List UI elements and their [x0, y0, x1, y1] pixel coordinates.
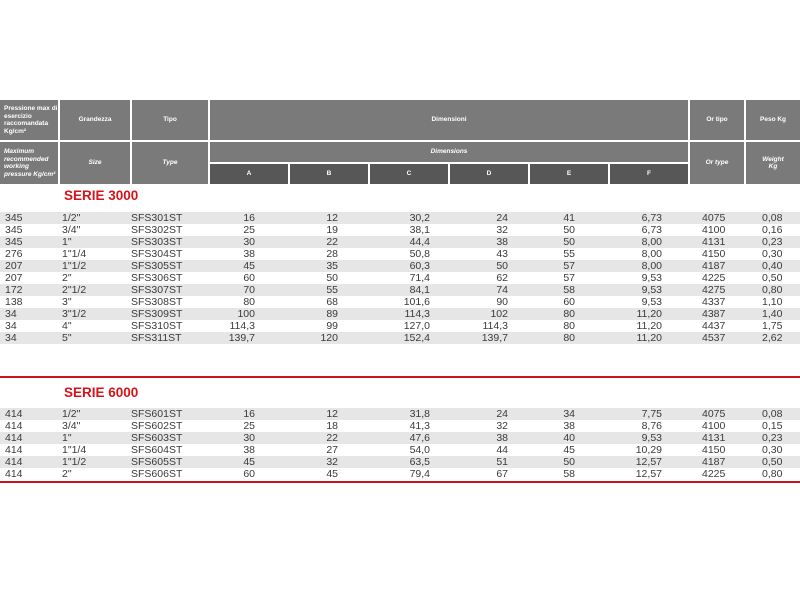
header-oring-en: Or type [690, 142, 744, 184]
cell-weight: 0,23 [762, 432, 783, 444]
cell-dim-e: 50 [563, 236, 575, 248]
cell-size: 3/4" [62, 420, 81, 432]
cell-dim-d: 51 [496, 456, 508, 468]
table-row [0, 272, 800, 284]
cell-size: 2" [62, 468, 72, 480]
cell-weight: 1,40 [762, 308, 783, 320]
cell-dim-c: 60,3 [409, 260, 430, 272]
cell-dim-b: 35 [326, 260, 338, 272]
cell-size: 5" [62, 332, 72, 344]
cell-dim-e: 50 [563, 224, 575, 236]
cell-oring: 4187 [702, 456, 726, 468]
cell-dim-f: 7,75 [641, 408, 662, 420]
cell-dim-b: 12 [326, 212, 338, 224]
table-row [0, 444, 800, 456]
table-row [0, 320, 800, 332]
cell-oring: 4131 [702, 432, 726, 444]
cell-oring: 4225 [702, 468, 726, 480]
series-title: SERIE 6000 [64, 385, 139, 400]
cell-type: SFS604ST [131, 444, 183, 456]
cell-size: 1/2" [62, 408, 81, 420]
cell-dim-f: 8,00 [641, 248, 662, 260]
cell-weight: 0,23 [762, 236, 783, 248]
cell-type: SFS305ST [131, 260, 183, 272]
cell-oring: 4075 [702, 212, 726, 224]
header-size-it: Grandezza [60, 100, 130, 140]
cell-pressure: 345 [5, 236, 23, 248]
cell-dim-c: 63,5 [409, 456, 430, 468]
cell-dim-f: 9,53 [641, 432, 662, 444]
cell-oring: 4100 [702, 420, 726, 432]
cell-size: 1"1/2 [62, 260, 87, 272]
cell-dim-c: 50,8 [409, 248, 430, 260]
cell-dim-b: 12 [326, 408, 338, 420]
cell-dim-b: 45 [326, 468, 338, 480]
cell-oring: 4100 [702, 224, 726, 236]
header-dim-e: E [530, 164, 608, 184]
cell-oring: 4275 [702, 284, 726, 296]
cell-dim-a: 80 [243, 296, 255, 308]
cell-dim-b: 50 [326, 272, 338, 284]
cell-dim-a: 16 [243, 408, 255, 420]
cell-dim-d: 43 [496, 248, 508, 260]
cell-dim-c: 71,4 [409, 272, 430, 284]
header-oring-it: Or tipo [690, 100, 744, 140]
cell-dim-d: 74 [496, 284, 508, 296]
cell-weight: 0,80 [762, 284, 783, 296]
cell-dim-c: 31,8 [409, 408, 430, 420]
cell-dim-c: 44,4 [409, 236, 430, 248]
cell-dim-f: 9,53 [641, 284, 662, 296]
header-pressure-en: Maximum recommended working pressure Kg/cm² [0, 142, 58, 184]
cell-dim-b: 68 [326, 296, 338, 308]
cell-dim-e: 60 [563, 296, 575, 308]
header-weight-it: Peso Kg [746, 100, 800, 140]
header-pressure-it: Pressione max di esercizio raccomandata Kg/cm² [0, 100, 58, 140]
cell-dim-f: 12,57 [635, 468, 662, 480]
cell-dim-b: 28 [326, 248, 338, 260]
cell-size: 3/4" [62, 224, 81, 236]
cell-dim-d: 32 [496, 224, 508, 236]
cell-size: 1" [62, 236, 72, 248]
cell-dim-b: 89 [326, 308, 338, 320]
cell-dim-e: 58 [563, 468, 575, 480]
cell-dim-d: 38 [496, 236, 508, 248]
cell-type: SFS306ST [131, 272, 183, 284]
cell-pressure: 414 [5, 456, 23, 468]
cell-dim-d: 32 [496, 420, 508, 432]
cell-pressure: 207 [5, 272, 23, 284]
cell-type: SFS606ST [131, 468, 183, 480]
table-row [0, 296, 800, 308]
cell-weight: 0,08 [762, 212, 783, 224]
cell-weight: 1,75 [762, 320, 783, 332]
cell-size: 2" [62, 272, 72, 284]
cell-dim-c: 47,6 [409, 432, 430, 444]
cell-dim-e: 45 [563, 444, 575, 456]
cell-dim-f: 9,53 [641, 272, 662, 284]
table-row [0, 236, 800, 248]
series-divider [0, 376, 800, 378]
cell-pressure: 34 [5, 332, 17, 344]
cell-dim-a: 25 [243, 420, 255, 432]
cell-pressure: 414 [5, 408, 23, 420]
table-row [0, 468, 800, 480]
cell-pressure: 34 [5, 320, 17, 332]
cell-dim-a: 60 [243, 272, 255, 284]
cell-dim-d: 102 [490, 308, 508, 320]
cell-dim-a: 38 [243, 248, 255, 260]
cell-dim-f: 6,73 [641, 212, 662, 224]
cell-dim-d: 114,3 [482, 320, 508, 332]
cell-dim-e: 34 [563, 408, 575, 420]
cell-dim-a: 114,3 [229, 320, 255, 332]
cell-dim-b: 32 [326, 456, 338, 468]
cell-pressure: 207 [5, 260, 23, 272]
cell-oring: 4187 [702, 260, 726, 272]
table-row [0, 212, 800, 224]
cell-dim-b: 99 [326, 320, 338, 332]
cell-size: 1" [62, 432, 72, 444]
cell-type: SFS303ST [131, 236, 183, 248]
cell-weight: 0,16 [762, 224, 783, 236]
table-row [0, 420, 800, 432]
cell-pressure: 345 [5, 224, 23, 236]
cell-pressure: 34 [5, 308, 17, 320]
cell-dim-e: 80 [563, 320, 575, 332]
cell-dim-d: 24 [496, 408, 508, 420]
cell-dim-e: 40 [563, 432, 575, 444]
cell-dim-a: 45 [243, 456, 255, 468]
cell-type: SFS311ST [131, 332, 182, 344]
cell-dim-e: 55 [563, 248, 575, 260]
cell-type: SFS308ST [131, 296, 183, 308]
table-row [0, 284, 800, 296]
table-row [0, 408, 800, 420]
series-divider [0, 481, 800, 483]
cell-dim-a: 100 [237, 308, 255, 320]
cell-dim-a: 16 [243, 212, 255, 224]
cell-type: SFS302ST [131, 224, 183, 236]
cell-pressure: 138 [5, 296, 23, 308]
cell-oring: 4131 [702, 236, 726, 248]
header-dim-a: A [210, 164, 288, 184]
header-type-it: Tipo [132, 100, 208, 140]
cell-dim-a: 38 [243, 444, 255, 456]
cell-type: SFS310ST [131, 320, 183, 332]
cell-dim-f: 6,73 [641, 224, 662, 236]
cell-dim-c: 41,3 [409, 420, 430, 432]
header-type-en: Type [132, 142, 208, 184]
cell-weight: 2,62 [762, 332, 783, 344]
header-size-en: Size [60, 142, 130, 184]
cell-dim-a: 45 [243, 260, 255, 272]
cell-weight: 0,30 [762, 444, 783, 456]
cell-oring: 4387 [702, 308, 726, 320]
cell-dim-d: 67 [496, 468, 508, 480]
cell-oring: 4437 [702, 320, 726, 332]
cell-weight: 0,08 [762, 408, 783, 420]
cell-type: SFS605ST [131, 456, 183, 468]
cell-type: SFS602ST [131, 420, 183, 432]
cell-size: 1"1/2 [62, 456, 87, 468]
header-dimensions-it: Dimensioni [210, 100, 688, 140]
cell-dim-b: 22 [326, 432, 338, 444]
cell-oring: 4225 [702, 272, 726, 284]
cell-dim-e: 57 [563, 272, 575, 284]
cell-weight: 1,10 [762, 296, 783, 308]
cell-dim-b: 19 [326, 224, 338, 236]
cell-pressure: 414 [5, 468, 23, 480]
cell-dim-b: 18 [326, 420, 338, 432]
cell-dim-c: 79,4 [409, 468, 430, 480]
cell-dim-d: 38 [496, 432, 508, 444]
cell-oring: 4075 [702, 408, 726, 420]
cell-dim-e: 41 [563, 212, 575, 224]
cell-dim-c: 152,4 [403, 332, 430, 344]
header-dim-d: D [450, 164, 528, 184]
cell-type: SFS309ST [131, 308, 183, 320]
cell-pressure: 414 [5, 432, 23, 444]
cell-dim-c: 114,3 [404, 308, 430, 320]
cell-type: SFS304ST [131, 248, 183, 260]
cell-type: SFS601ST [131, 408, 183, 420]
cell-dim-a: 70 [243, 284, 255, 296]
cell-pressure: 414 [5, 444, 23, 456]
cell-dim-e: 80 [563, 332, 575, 344]
cell-weight: 0,50 [762, 456, 783, 468]
cell-dim-d: 90 [496, 296, 508, 308]
cell-dim-f: 11,20 [636, 332, 662, 344]
table-row [0, 248, 800, 260]
series-title: SERIE 3000 [64, 188, 139, 203]
table-row [0, 432, 800, 444]
cell-dim-f: 8,76 [641, 420, 662, 432]
header-weight-en: Weight Kg [746, 142, 800, 184]
cell-dim-a: 25 [243, 224, 255, 236]
cell-dim-b: 22 [326, 236, 338, 248]
cell-dim-d: 62 [496, 272, 508, 284]
cell-dim-c: 84,1 [409, 284, 430, 296]
cell-weight: 0,50 [762, 272, 783, 284]
cell-dim-f: 9,53 [641, 296, 662, 308]
cell-dim-e: 57 [563, 260, 575, 272]
cell-dim-c: 38,1 [409, 224, 430, 236]
cell-dim-c: 30,2 [409, 212, 430, 224]
cell-dim-a: 30 [243, 236, 255, 248]
cell-dim-d: 24 [496, 212, 508, 224]
cell-dim-b: 55 [326, 284, 338, 296]
cell-dim-e: 58 [563, 284, 575, 296]
cell-size: 2"1/2 [62, 284, 87, 296]
table-row [0, 456, 800, 468]
cell-oring: 4537 [702, 332, 726, 344]
table-row [0, 308, 800, 320]
table-row [0, 332, 800, 344]
cell-size: 1"1/4 [62, 248, 87, 260]
cell-oring: 4150 [702, 248, 726, 260]
cell-dim-a: 139,7 [228, 332, 255, 344]
cell-size: 1"1/4 [62, 444, 87, 456]
cell-weight: 0,15 [762, 420, 783, 432]
cell-dim-d: 139,7 [481, 332, 508, 344]
header-dim-b: B [290, 164, 368, 184]
cell-dim-e: 50 [563, 456, 575, 468]
cell-dim-b: 120 [320, 332, 338, 344]
cell-dim-e: 38 [563, 420, 575, 432]
cell-weight: 0,80 [762, 468, 783, 480]
cell-size: 3" [62, 296, 72, 308]
cell-size: 1/2" [62, 212, 81, 224]
cell-type: SFS301ST [131, 212, 183, 224]
cell-weight: 0,40 [762, 260, 783, 272]
header-dim-c: C [370, 164, 448, 184]
cell-dim-d: 44 [496, 444, 508, 456]
cell-dim-f: 8,00 [641, 236, 662, 248]
header-dim-f: F [610, 164, 688, 184]
cell-dim-c: 54,0 [409, 444, 430, 456]
cell-pressure: 345 [5, 212, 23, 224]
cell-dim-e: 80 [563, 308, 575, 320]
cell-weight: 0,30 [762, 248, 783, 260]
cell-oring: 4337 [702, 296, 726, 308]
cell-dim-f: 8,00 [641, 260, 662, 272]
cell-dim-a: 30 [243, 432, 255, 444]
cell-dim-a: 60 [243, 468, 255, 480]
cell-dim-f: 10,29 [635, 444, 662, 456]
cell-dim-f: 11,20 [636, 320, 662, 332]
cell-dim-f: 11,20 [636, 308, 662, 320]
cell-pressure: 172 [5, 284, 23, 296]
table-row [0, 260, 800, 272]
cell-pressure: 276 [5, 248, 23, 260]
cell-size: 3"1/2 [62, 308, 87, 320]
table-row [0, 224, 800, 236]
cell-oring: 4150 [702, 444, 726, 456]
cell-size: 4" [62, 320, 72, 332]
cell-type: SFS603ST [131, 432, 183, 444]
cell-pressure: 414 [5, 420, 23, 432]
cell-dim-f: 12,57 [635, 456, 662, 468]
cell-dim-d: 50 [496, 260, 508, 272]
header-dimensions-en: Dimensions [210, 142, 688, 162]
cell-dim-c: 127,0 [403, 320, 430, 332]
cell-dim-b: 27 [326, 444, 338, 456]
cell-type: SFS307ST [131, 284, 183, 296]
cell-dim-c: 101,6 [403, 296, 430, 308]
